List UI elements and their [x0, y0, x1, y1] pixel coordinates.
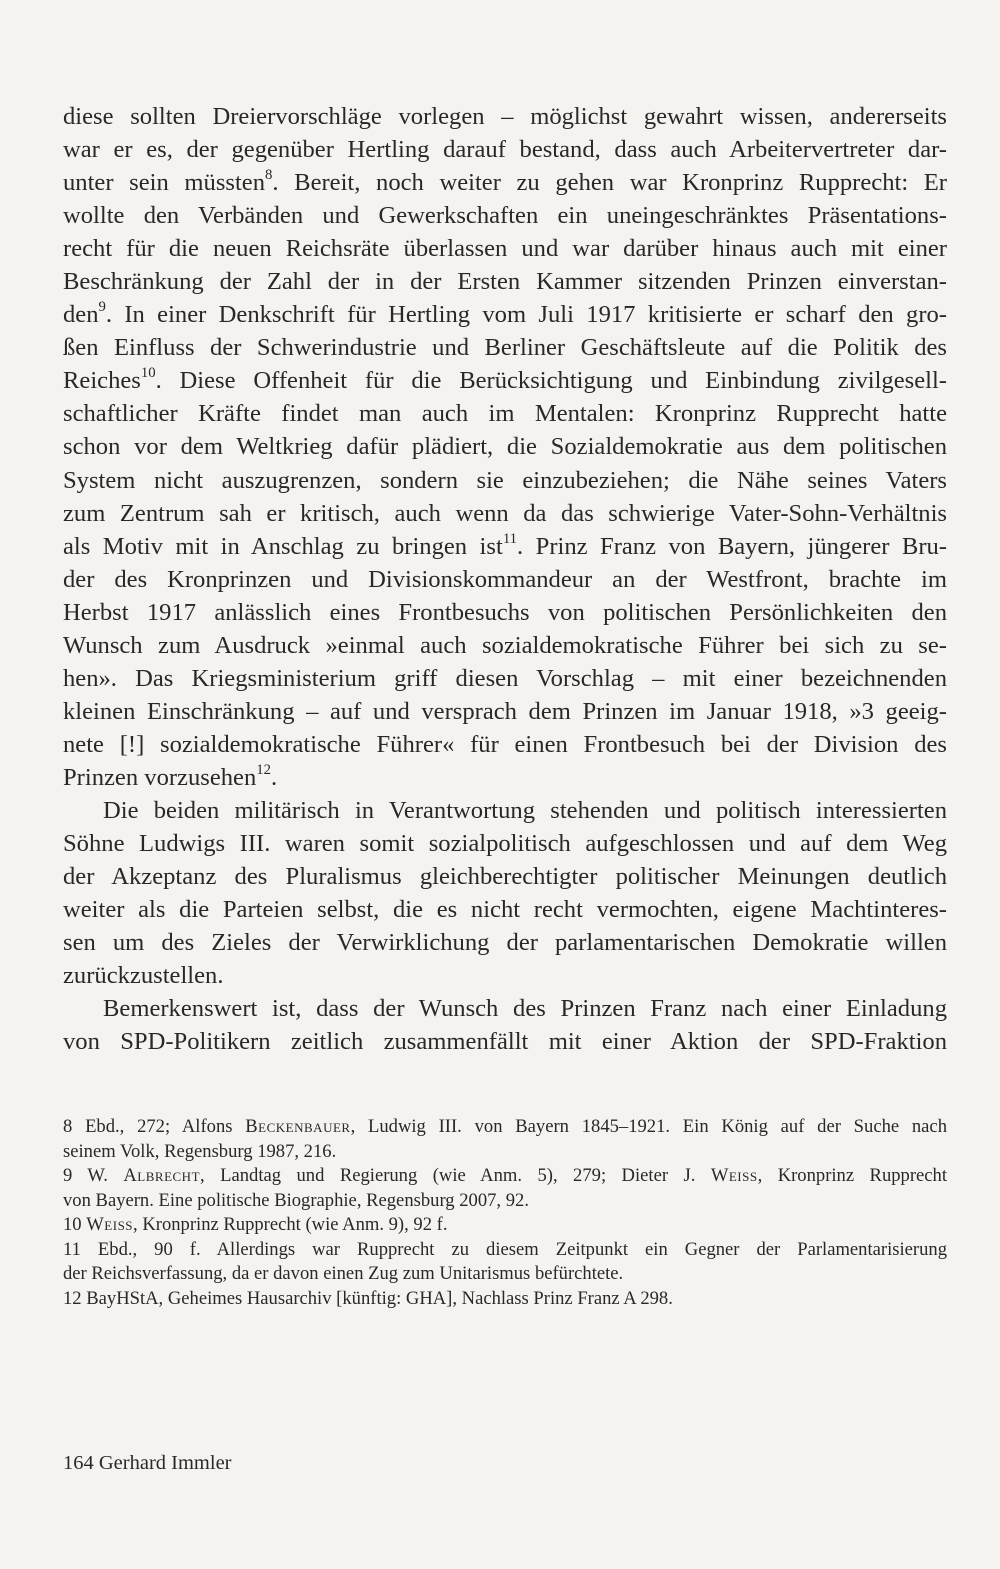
- footnote-ref: 10: [140, 365, 156, 382]
- text-line: kleinen Einschränkung – auf und versprach dem Prinzen im Januar 1918, »3 geeig-: [63, 697, 947, 725]
- text-line: nete [!] sozialdemokratische Führer« für einen Frontbesuch bei der Division des: [63, 730, 947, 758]
- text-line: schon vor dem Weltkrieg dafür plädiert, die Sozialdemokratie aus dem politischen: [63, 433, 947, 461]
- page-footer: [63, 1452, 232, 1475]
- footnote-ref: 8: [265, 167, 273, 184]
- footnote-9: 9 W. Albrecht, Landtag und Regierung (wie Anm. 5), 279; Dieter J. Weiss, Kronprinz Rupprecht: [63, 1165, 948, 1186]
- footnote-8-cont: seinem Volk, Regensburg 1987, 216.: [63, 1140, 337, 1162]
- footnote-ref: 12: [256, 761, 272, 778]
- footnotes: [63, 1115, 947, 1311]
- text-line: Herbst 1917 anlässlich eines Frontbesuchs von politischen Persönlichkeiten den: [63, 598, 947, 626]
- text-line: hen». Das Kriegsministerium griff diesen Vorschlag – mit einer bezeichnenden: [63, 664, 947, 692]
- text-line: Die beiden militärisch in Verantwortung stehenden und politisch interessierten: [103, 796, 947, 824]
- footnote-11: 11 Ebd., 90 f. Allerdings war Rupprecht zu diesem Zeitpunkt ein Gegner der Parlamentarisierung: [63, 1238, 947, 1260]
- footnote-9-cont: von Bayern. Eine politische Biographie, Regensburg 2007, 92.: [63, 1189, 529, 1211]
- text-line: war er es, der gegenüber Hertling darauf bestand, dass auch Arbeitervertreter dar-: [63, 136, 947, 164]
- text-line: den$^9$. In einer Denkschrift für Hertling vom Juli 1917 kritisierte er scharf den gro-: [63, 299, 947, 329]
- text-line: zurückzustellen.: [63, 962, 224, 990]
- text-line: zum Zentrum sah er kritisch, auch wenn da das schwierige Vater-Sohn-Verhältnis: [63, 499, 947, 527]
- footnote-8: 8 Ebd., 272; Alfons Beckenbauer, Ludwig III. von Bayern 1845–1921. Ein König auf der Suche nach: [63, 1116, 947, 1137]
- text-line: der Akzeptanz des Pluralismus gleichberechtigter politischer Meinungen deutlich: [63, 863, 947, 891]
- footnote-10: 10 Weiss, Kronprinz Rupprecht (wie Anm. 9), 92 f.: [63, 1214, 448, 1235]
- footnote-ref: 9: [98, 299, 106, 316]
- text-line: Söhne Ludwigs III. waren somit sozialpolitisch aufgeschlossen und auf dem Weg: [63, 830, 947, 858]
- text-line: Beschränkung der Zahl der in der Ersten Kammer sitzenden Prinzen einverstan-: [63, 268, 947, 296]
- main-text: [63, 100, 947, 1058]
- text-line: wollte den Verbänden und Gewerkschaften ein uneingeschränktes Präsentations-: [63, 202, 947, 230]
- text-line: weiter als die Parteien selbst, die es nicht recht vermochten, eigene Machtinteres-: [63, 896, 947, 924]
- text-line: recht für die neuen Reichsräte überlassen und war darüber hinaus auch mit einer: [63, 235, 947, 263]
- text-line: diese sollten Dreiervorschläge vorlegen – möglichst gewahrt wissen, andererseits: [63, 103, 947, 130]
- text-line: Reiches$^{10}$. Diese Offenheit für die Berücksichtigung und Einbindung zivilgesell-: [63, 365, 947, 395]
- text-line: der des Kronprinzen und Divisionskommandeur an der Westfront, brachte im: [63, 565, 947, 593]
- text-line: sen um des Zieles der Verwirklichung der parlamentarischen Demokratie willen: [63, 929, 947, 957]
- text-line: Prinzen vorzusehen$^{12}$.: [63, 761, 278, 791]
- text-line: System nicht auszugrenzen, sondern sie einzubeziehen; die Nähe seines Vaters: [63, 466, 947, 494]
- text-line: Wunsch zum Ausdruck »einmal auch sozialdemokratische Führer bei sich zu se-: [63, 631, 947, 659]
- footnote-ref: 11: [502, 530, 518, 547]
- footnote-12: 12 BayHStA, Geheimes Hausarchiv [künftig: GHA], Nachlass Prinz Franz A 298.: [63, 1287, 673, 1309]
- text-line: als Motiv mit in Anschlag zu bringen ist$^{11}$. Prinz Franz von Bayern, jüngerer Bru-: [63, 530, 947, 560]
- page-number: 164: [63, 1452, 94, 1474]
- text-line: ßen Einfluss der Schwerindustrie und Berliner Geschäftsleute auf die Politik des: [63, 334, 947, 362]
- running-head-author: Gerhard Immler: [98, 1452, 232, 1474]
- text-line: Bemerkenswert ist, dass der Wunsch des Prinzen Franz nach einer Einladung: [103, 995, 947, 1023]
- text-line: schaftlicher Kräfte findet man auch im Mentalen: Kronprinz Rupprecht hatte: [63, 400, 947, 428]
- text-line: unter sein müssten$^8$. Bereit, noch weiter zu gehen war Kronprinz Rupprecht: Er: [63, 167, 947, 197]
- footnote-11-cont: der Reichsverfassung, da er davon einen Zug zum Unitarismus befürchtete.: [63, 1263, 624, 1284]
- text-line: von SPD-Politikern zeitlich zusammenfällt mit einer Aktion der SPD-Fraktion: [63, 1028, 947, 1056]
